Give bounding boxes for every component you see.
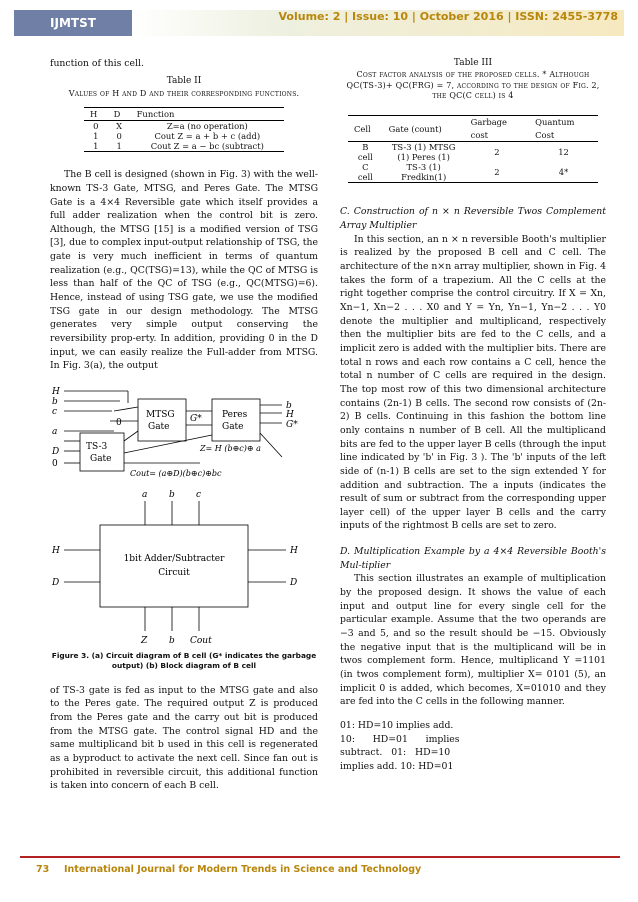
gate-label: Gate [90, 454, 112, 465]
table-row [84, 120, 284, 131]
table3-title: Table III [453, 58, 493, 68]
list-item: 10: HD=01 implies [340, 733, 460, 745]
z-equation: Z= H (b⊕c)⊕ a [200, 444, 261, 454]
fig-label: b [286, 401, 292, 412]
table3-caption: Cost factor analysis of the proposed cells. * Although QC(TS-3)+ QC(FRG) = 7, according to the design of Fig. 2, the QC(C cell) is 4 [346, 70, 600, 100]
fig-label: b [169, 490, 175, 501]
table2-header: D [108, 107, 131, 120]
table3-header: Gate (count) [383, 116, 465, 142]
fig-label: H [290, 546, 298, 557]
page-number: 73 [36, 864, 50, 875]
table-cell: 1 [108, 141, 131, 152]
fig-label: D [52, 578, 60, 589]
fig-label: D [52, 447, 60, 458]
body-paragraph: of TS-3 gate is fed as input to the MTSG gate and also to the Peres gate. The required output Z is produced from the Peres gate and the carry out bit is produced from the MTSG gate. The control signal HD and the same multiplicand bit b used in this cell is regenerated as a byproduct to activate the next cell. Since fan out is prohibited in reversible circuit, this additional function is taken into concern of each B cell. [50, 684, 318, 792]
list-item: 01: HD=10 implies add. [340, 720, 454, 732]
table-cell: Cout Z = a − bc (subtract) [131, 141, 284, 152]
block-subtitle: Circuit [158, 568, 190, 579]
table-cell: X [116, 120, 123, 131]
fig-label: H [286, 410, 294, 421]
fig-label: 0 [116, 418, 122, 429]
table2-header: H [84, 107, 108, 120]
table3-header: Garbage cost [465, 116, 529, 142]
section-heading-d: D. Multiplication Example by a 4×4 Reversible Booth's Mul-tiplier [340, 546, 606, 571]
table-cell: 0 [116, 131, 122, 142]
fig-label: H [52, 546, 60, 557]
fig-label: b [169, 636, 175, 647]
table-row [84, 141, 284, 152]
table3-header: Cell [348, 116, 383, 142]
table2-header: Function [131, 107, 284, 120]
ts3-label: TS-3 [86, 442, 108, 453]
table-cell: 0 [93, 120, 99, 131]
peres-label: Peres [222, 410, 248, 421]
gate-label: Gate [148, 422, 170, 433]
body-paragraph: This section illustrates an example of multiplication by the proposed design. It shows the value of each input and output line for every single cell for the particular example. Assume that the two operands are −3 and 5, and so the result should be −15. Obviously the negative input that is the multiplicand will be in twos complement form. Hence, multiplicand Y =1101 (in twos complement form), multiplier X= 0101 (5), an implicit 0 is added, which becomes, X=01010 and they are fed into the C cells in the following manner. [340, 573, 606, 708]
table-cell: 2 [494, 147, 500, 158]
table-cell: TS-3 (1) Fredkin(1) [383, 162, 465, 183]
table-row [348, 162, 598, 183]
table-cell: 2 [465, 162, 529, 183]
right-column [340, 57, 606, 774]
table2 [84, 107, 284, 153]
section-heading-c: C. Construction of n × n Reversible Twos Complement Array Multiplier [340, 206, 606, 232]
page-footer [20, 856, 620, 884]
table-cell: 1 [93, 131, 99, 142]
fig-label: G* [190, 414, 202, 425]
list-item: subtract. 01: HD=10 [340, 747, 451, 759]
fig-label: b [52, 397, 58, 408]
table-row [84, 131, 284, 141]
fig-label: G* [286, 420, 298, 431]
table-cell: 4* [529, 162, 598, 183]
table-cell: TS-3 (1) MTSG (1) Peres (1) [391, 142, 456, 163]
table-cell: Cout Z = a + b + c (add) [154, 131, 261, 142]
fig-label: Z [141, 636, 148, 647]
table-cell: Z=a (no operation) [166, 120, 248, 131]
example-list [340, 719, 500, 774]
mtsg-label: MTSG [146, 410, 175, 421]
table-cell: 1 [84, 141, 108, 152]
page-header [14, 10, 624, 36]
fig-label: 0 [52, 459, 58, 470]
volume-info: Volume: 2 | Issue: 10 | October 2016 | ISSN: 2455-3778 [278, 10, 618, 23]
table-cell: C cell [348, 162, 383, 183]
journal-tag: IJMTST [14, 10, 132, 36]
table-cell: 12 [558, 147, 569, 158]
journal-name: International Journal for Modern Trends in Science and Technology [64, 864, 422, 875]
figure-caption: Figure 3. (a) Circuit diagram of B cell (G* indicates the garbage output) (b) Block diagram of B cell [51, 651, 317, 671]
fig-label: Cout [190, 636, 212, 647]
table3 [348, 115, 598, 183]
block-title: 1bit Adder/Subtracter [123, 554, 225, 565]
left-column [50, 57, 318, 793]
list-item: implies add. 10: HD=01 [340, 760, 454, 772]
body-paragraph: In this section, an n × n reversible Booth's multiplier is realized by the proposed B cell and C cell. The architecture of the n×n array multiplier, shown in Fig. 4 takes the form of a trapezium. All the C cells at the right together comprise the control circuitry. If X = Xn, Xn−1, Xn−2 . . . X0 and Y = Yn, Yn−1, Yn−2 . . . Y0 denote the multiplier and multiplicand, respectively then the multiplier bits are fed to the C cells, and a implicit zero is added with the multiplier bits. There are total n rows and each row contains a C cell, hence the total n number of C cells are required in the design. The top most row of this two dimensional architecture contains (2n-1) B cells. The second row consists of (2n-2) B cells. Continuing in this fashion the bottom line only contains n number of B cell. All the multiplicand bits are fed to the upper layer B cells (through the input line indicated by 'b' in Fig. 3 ). The 'b' inputs of the left side of (n-1) B cells are set to the sign extended Y for addition and subtraction. The a inputs (indicates the result of sum or subtract from the corresponding upper layer cell) of the upper layer B cells and the carry inputs of the rightmost B cells are set to zero. [340, 233, 606, 532]
table2-title: Table II [166, 75, 202, 86]
fig-label: c [52, 407, 58, 418]
table-row [348, 142, 598, 163]
fig-label: D [290, 578, 298, 589]
gate-label: Gate [222, 422, 244, 433]
body-paragraph: The B cell is designed (shown in Fig. 3) with the well-known TS-3 Gate, MTSG, and Peres Gate. The MTSG Gate is a 4×4 Reversible gate which itself provides a full adder realization when the control bit is zero. Although, the MTSG [15] is a modified version of TSG [3], due to complex input-output relationship of TSG, the gate is very much inefficient in terms of quantum realization (e.g., QC(TSG)=13), while the QC of MTSG is less than half of the QC of TSG (e.g., QC(MTSG)=6). Hence, instead of using TSG gate, we use the modified TSG gate in our design methodology. The MTSG generates very simple output conserving the reversibility prop-erty. In addition, providing 0 in the D input, we can easily realize the Full-adder from MTSG. In Fig. 3(a), the output [50, 169, 318, 372]
cout-equation: Cout= (a⊕D)(b⊕c)⊕bc [130, 469, 222, 479]
fig-label: a [142, 490, 148, 501]
fig-label: a [52, 427, 58, 438]
table2-caption: Values of H and D and their corresponding functions. [68, 88, 300, 98]
fig-label: c [196, 490, 202, 501]
fig-label: H [52, 387, 60, 398]
table3-header: Quantum Cost [529, 116, 598, 142]
intro-text: function of this cell. [50, 58, 144, 69]
table-cell: B cell [357, 142, 373, 163]
